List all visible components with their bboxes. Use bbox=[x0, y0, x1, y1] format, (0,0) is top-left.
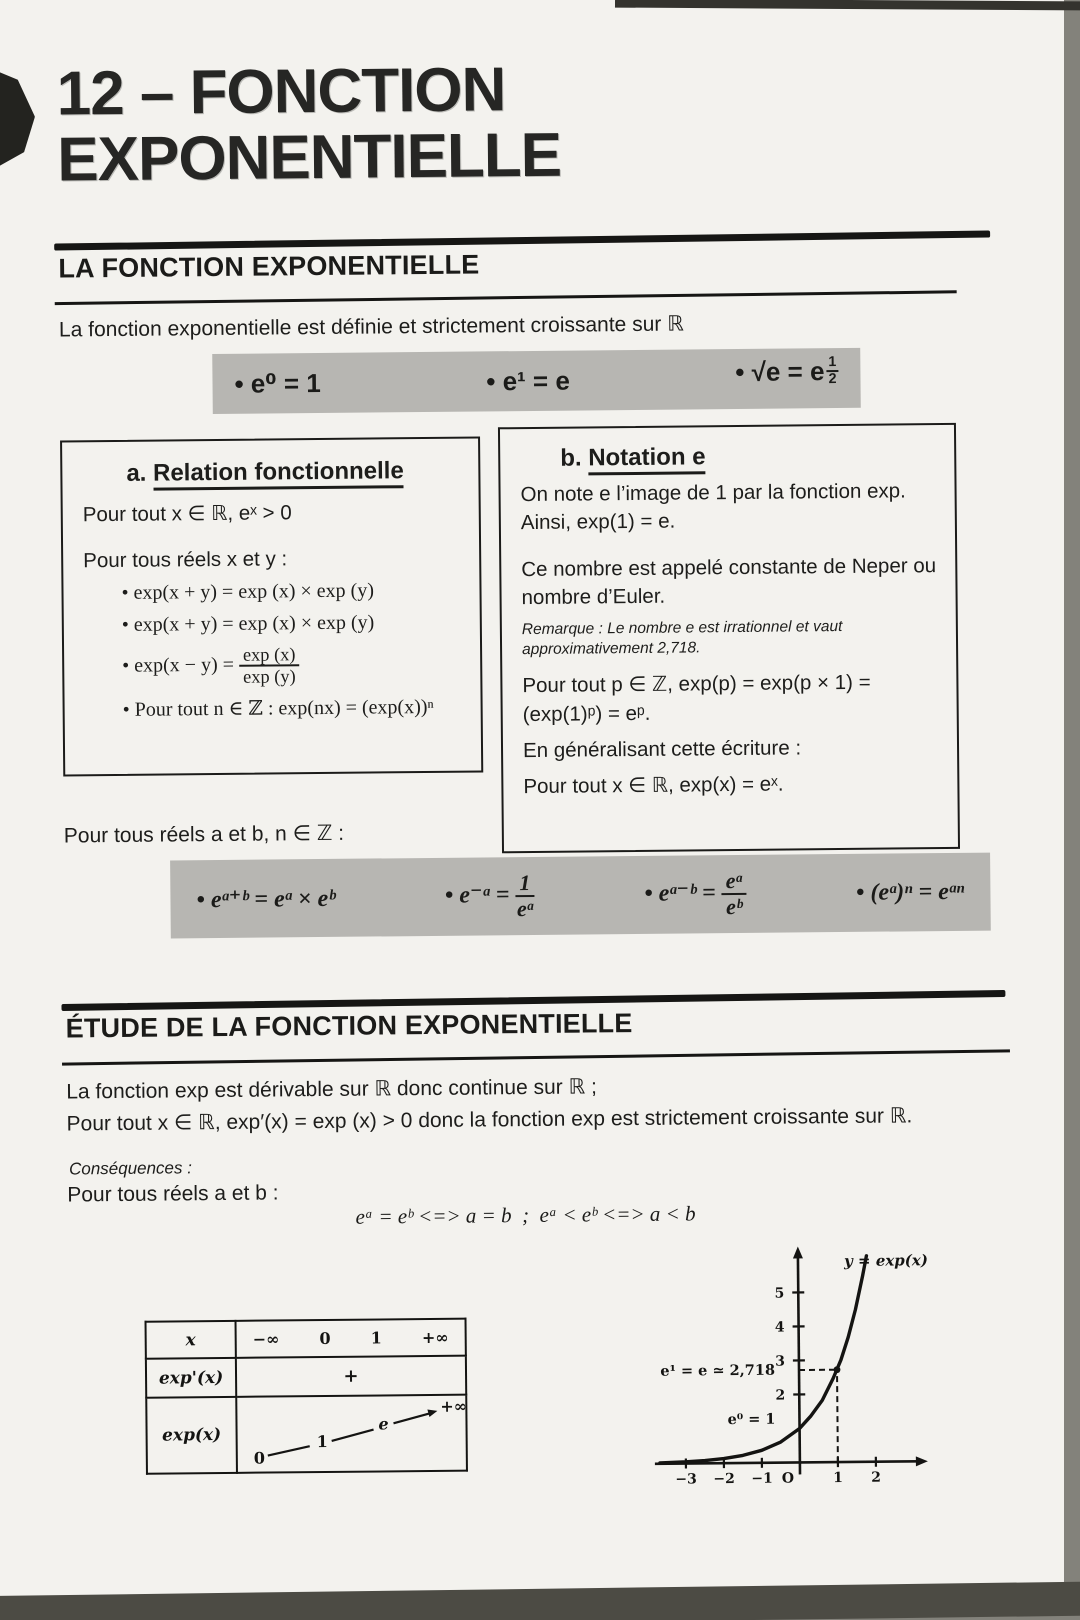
formula-product: • eᵃ⁺ᵇ = eᵃ × eᵇ bbox=[196, 885, 336, 914]
box-b-p2: Ce nombre est appelé constante de Neper ou nombre d’Euler. bbox=[521, 553, 937, 609]
fraction-denominator: exp (y) bbox=[243, 666, 296, 687]
formula-quotient-lead: • eᵃ⁻ᵇ = bbox=[644, 879, 716, 907]
formula-inverse bbox=[445, 871, 535, 922]
formula-inverse-lead: • e⁻ᵃ = bbox=[444, 881, 510, 909]
formula-bar-basics bbox=[212, 348, 861, 414]
equivalence-equation: eᵃ = eᵇ <=> a = b ; eᵃ < eᵇ <=> a < b bbox=[355, 1201, 696, 1229]
fraction-denominator: eᵃ bbox=[516, 895, 534, 922]
variation-arrow-head bbox=[427, 1409, 437, 1417]
box-a-heading bbox=[126, 457, 462, 488]
study-line1: La fonction exp est dérivable sur ℝ donc continue sur ℝ ; bbox=[66, 1075, 597, 1104]
variation-arrow-diagram bbox=[237, 1396, 466, 1468]
box-b-heading bbox=[560, 441, 936, 473]
formula-e1: • e¹ = e bbox=[486, 365, 570, 396]
variation-arrow-segment bbox=[332, 1430, 374, 1441]
relation-fonctionnelle-box bbox=[60, 436, 483, 776]
exp-quotient-fraction bbox=[239, 644, 300, 687]
box-a-bullet-4: • Pour tout n ∈ ℤ : exp(nx) = (exp(x))ⁿ bbox=[122, 696, 434, 722]
dashed-guide-vertical bbox=[837, 1370, 838, 1462]
formula-power: • (eᵃ)ⁿ = eᵃⁿ bbox=[855, 878, 965, 906]
powers-intro: Pour tous réels a et b, n ∈ ℤ : bbox=[63, 821, 345, 848]
vt-exp-value-0: 0 bbox=[253, 1448, 266, 1468]
y-tick-label-3: 3 bbox=[775, 1353, 786, 1370]
notation-e-box bbox=[498, 423, 960, 853]
y-tick-label-2: 2 bbox=[775, 1387, 786, 1404]
origin-label: O bbox=[781, 1470, 795, 1487]
box-a-bullet-3 bbox=[122, 643, 464, 689]
box-a-bullet-1: • exp(x + y) = exp (x) × exp (y) bbox=[121, 579, 375, 604]
variation-table-row-derivative bbox=[146, 1356, 466, 1398]
chapter-tab-marker bbox=[0, 70, 35, 168]
vt-exp-value-1: 1 bbox=[316, 1431, 328, 1452]
box-b-label: b. bbox=[560, 444, 582, 472]
box-b-p1: On note e l’image de 1 par la fonction exp. Ainsi, exp(1) = e. bbox=[520, 479, 906, 535]
annotation-e0: e⁰ = 1 bbox=[727, 1410, 776, 1429]
fraction-denominator: 2 bbox=[828, 370, 837, 387]
x-tick-label-2: 2 bbox=[871, 1469, 881, 1486]
formula-e0: • e⁰ = 1 bbox=[234, 367, 321, 399]
formula-sqrt-e-base: • √e = e bbox=[735, 356, 825, 388]
x-tick-label-1: 1 bbox=[833, 1470, 844, 1487]
fraction-denominator: eᵇ bbox=[725, 893, 743, 920]
box-a-title: Relation fonctionnelle bbox=[153, 457, 404, 490]
x-axis-arrow bbox=[916, 1456, 928, 1466]
box-b-title: Notation e bbox=[588, 443, 706, 475]
vt-x-one: 1 bbox=[370, 1328, 382, 1348]
box-a-label: a. bbox=[126, 459, 147, 487]
box-b-p4: En généralisant cette écriture : bbox=[522, 736, 802, 763]
vt-exp-value-e: e bbox=[378, 1414, 389, 1434]
variation-table-row-exp bbox=[146, 1395, 467, 1474]
intro-text: La fonction exponentielle est définie et strictement croissante sur ℝ bbox=[58, 312, 684, 342]
study-line3: Pour tous réels a et b : bbox=[67, 1181, 279, 1207]
vt-x-zero: 0 bbox=[319, 1328, 331, 1349]
variation-table bbox=[145, 1318, 468, 1475]
vt-x-plus-inf: +∞ bbox=[421, 1327, 449, 1348]
variation-arrow-segment bbox=[268, 1446, 310, 1455]
consequences-label: Conséquences : bbox=[68, 1158, 193, 1179]
vt-label-derivative: exp'(x) bbox=[146, 1358, 236, 1398]
variation-table-row-x bbox=[146, 1319, 466, 1359]
x-tick-label-m2: −2 bbox=[713, 1471, 735, 1488]
quotient-fraction bbox=[722, 869, 747, 920]
formula-quotient bbox=[644, 869, 746, 921]
formula-sqrt-e bbox=[735, 356, 839, 401]
y-axis bbox=[798, 1254, 800, 1474]
section1-bottom-rule bbox=[55, 290, 957, 305]
vt-x-minus-inf: −∞ bbox=[252, 1329, 280, 1349]
x-tick-label-m1: −1 bbox=[751, 1470, 773, 1487]
section1-heading: LA FONCTION EXPONENTIELLE bbox=[58, 249, 480, 284]
vt-x-values bbox=[237, 1320, 465, 1357]
box-b-p3: Pour tout p ∈ ℤ, exp(p) = exp(p × 1) = (exp(1)ᵖ) = eᵖ. bbox=[522, 671, 871, 726]
box-b-remark: Remarque : Le nombre e est irrationnel et vaut approximativement 2,718. bbox=[521, 618, 843, 659]
box-a-line1: Pour tout x ∈ ℝ, eˣ > 0 bbox=[82, 501, 292, 527]
section2-heading: ÉTUDE DE LA FONCTION EXPONENTIELLE bbox=[65, 1008, 633, 1044]
box-a-bullet-2: • exp(x + y) = exp (x) × exp (y) bbox=[121, 611, 375, 636]
page-title-line1: 12 – FONCTION bbox=[56, 55, 506, 129]
page-title bbox=[56, 57, 561, 193]
vt-label-exp: exp(x) bbox=[146, 1397, 237, 1474]
fraction-numerator: exp (x) bbox=[239, 644, 300, 667]
section1-top-rule bbox=[54, 231, 990, 251]
formula-sqrt-e-exponent bbox=[826, 355, 838, 386]
page-title-line2: EXPONENTIELLE bbox=[57, 120, 562, 195]
study-line2: Pour tout x ∈ ℝ, exp′(x) = exp (x) > 0 donc la fonction exp est strictement croissante sur ℝ. bbox=[66, 1104, 913, 1136]
box-a-bullet-3-lead: • exp(x − y) = bbox=[122, 653, 240, 677]
y-tick-label-4: 4 bbox=[774, 1319, 785, 1336]
vt-derivative-sign: + bbox=[236, 1356, 466, 1397]
box-b-p5: Pour tout x ∈ ℝ, exp(x) = eˣ. bbox=[523, 772, 784, 799]
section2-bottom-rule bbox=[62, 1049, 1010, 1065]
fraction-numerator: 1 bbox=[826, 355, 838, 371]
annotation-e1: e¹ = e ≃ 2,718 bbox=[660, 1361, 776, 1380]
inverse-fraction bbox=[515, 871, 535, 922]
fraction-numerator: eᵃ bbox=[722, 869, 747, 896]
vt-label-x: x bbox=[146, 1321, 236, 1359]
fraction-numerator: 1 bbox=[515, 871, 534, 897]
box-a-line2: Pour tous réels x et y : bbox=[83, 547, 288, 573]
curve-label: y = exp(x) bbox=[843, 1251, 928, 1271]
vt-exp-value-inf: +∞ bbox=[440, 1396, 466, 1416]
variation-arrow-segment bbox=[393, 1413, 431, 1423]
formula-bar-powers bbox=[170, 853, 991, 939]
exp-function-graph bbox=[618, 1233, 951, 1506]
y-tick-label-5: 5 bbox=[774, 1285, 785, 1302]
section2-top-rule bbox=[61, 990, 1005, 1011]
y-axis-arrow bbox=[793, 1246, 803, 1258]
x-tick-label-m3: −3 bbox=[675, 1471, 697, 1488]
